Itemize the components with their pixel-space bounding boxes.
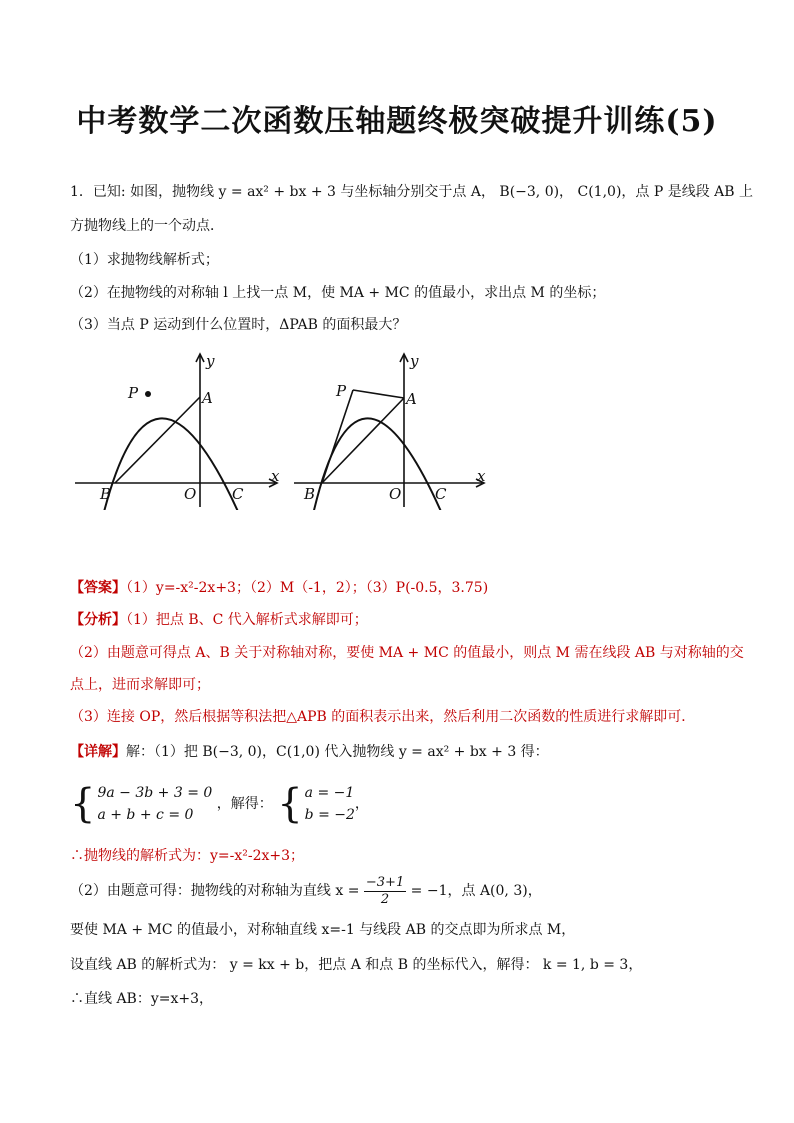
label-c: C: [435, 485, 447, 503]
segment-pa: [353, 390, 404, 398]
left-brace: {: [70, 781, 96, 827]
label-a: A: [406, 390, 417, 408]
fraction-denominator: 2: [380, 891, 390, 907]
solution-1: a = −1: [304, 785, 355, 801]
analysis-text-1: （1）把点 B、C 代入解析式求解即可；: [126, 612, 368, 628]
label-c: C: [232, 485, 244, 503]
segment-ab: [322, 398, 404, 483]
figure-1-parabola: [70, 350, 285, 510]
detail-line-1: [70, 742, 730, 762]
label-y: y: [410, 352, 419, 370]
detail-line-6: ∴直线 AB：y=x+3，: [70, 991, 214, 1007]
label-p: P: [336, 382, 347, 400]
solution-2: b = −2: [304, 807, 355, 823]
analysis-line-3: 点上，进而求解即可；: [70, 677, 210, 693]
analysis-line-1: [70, 610, 730, 630]
detail-text-3b: = −1，点 A(0, 3)，: [410, 883, 542, 899]
question-part-3: （3）当点 P 运动到什么位置时，ΔPAB 的面积最大？: [70, 317, 407, 333]
detail-line-2: ∴抛物线的解析式为：y=-x²-2x+3；: [70, 848, 305, 864]
system-solutions: [305, 782, 355, 826]
equation-2: a + b + c = 0: [97, 807, 194, 823]
detail-line-5: 设直线 AB 的解析式为： y = kx + b，把点 A 和点 B 的坐标代入，解得： k = 1, b = 3，: [70, 957, 643, 973]
label-o: O: [389, 485, 402, 503]
question-line-2: 方抛物线上的一个动点．: [70, 218, 224, 234]
label-x: x: [271, 467, 280, 485]
page-title: 中考数学二次函数压轴题终极突破提升训练(5): [76, 104, 718, 139]
detail-line-4: 要使 MA + MC 的值最小，对称轴直线 x=-1 与线段 AB 的交点即为所求点 M，: [70, 922, 576, 938]
point-p-marker: [145, 391, 151, 397]
question-part-2: （2）在抛物线的对称轴 l 上找一点 M，使 MA + MC 的值最小，求出点 M 的坐标；: [70, 285, 606, 301]
detail-text-3a: （2）由题意可得：抛物线的对称轴为直线 x =: [70, 883, 360, 899]
label-b: B: [100, 485, 112, 503]
fraction-numerator: −3+1: [365, 874, 405, 890]
segment-bp: [322, 390, 353, 483]
answer-tag: 【答案】: [70, 580, 126, 596]
figure-2-parabola: [292, 350, 492, 510]
parabola-curve: [310, 418, 443, 510]
label-y: y: [206, 352, 215, 370]
label-o: O: [184, 485, 197, 503]
analysis-tag: 【分析】: [70, 612, 126, 628]
answer-text: （1）y=-x²-2x+3；（2）M（-1，2）；（3）P(-0.5，3.75): [126, 580, 489, 596]
analysis-line-2: （2）由题意可得点 A、B 关于对称轴对称，要使 MA + MC 的值最小，则点 M 需在线段 AB 与对称轴的交: [70, 645, 744, 661]
label-a: A: [202, 389, 213, 407]
parabola-curve: [100, 418, 240, 510]
equation-1: 9a − 3b + 3 = 0: [97, 785, 213, 801]
detail-tag: 【详解】: [70, 744, 126, 760]
equation-system: [70, 782, 730, 830]
label-x: x: [477, 467, 486, 485]
detail-line-3: [70, 874, 730, 908]
solve-label: ，解得：: [216, 796, 273, 812]
label-p: P: [128, 384, 139, 402]
label-b: B: [304, 485, 316, 503]
question-part-1: （1）求抛物线解析式；: [70, 252, 219, 268]
analysis-line-4: （3）连接 OP，然后根据等积法把△APB 的面积表示出来，然后利用二次函数的性质进行求解即可．: [70, 709, 696, 725]
answer-line: [70, 578, 730, 598]
segment-ab: [115, 397, 200, 483]
left-brace-solution: {: [277, 781, 303, 827]
fraction: [364, 875, 406, 908]
question-line-1: 1．已知: 如图，抛物线 y = ax² + bx + 3 与坐标轴分别交于点 A， B(−3, 0)， C(1,0)，点 P 是线段 AB 上: [70, 184, 754, 200]
system-equations: [97, 782, 212, 826]
trailing-comma: ，: [354, 796, 369, 812]
detail-text-1: 解：（1）把 B(−3, 0)，C(1,0) 代入抛物线 y = ax² + bx + 3 得：: [126, 744, 549, 760]
